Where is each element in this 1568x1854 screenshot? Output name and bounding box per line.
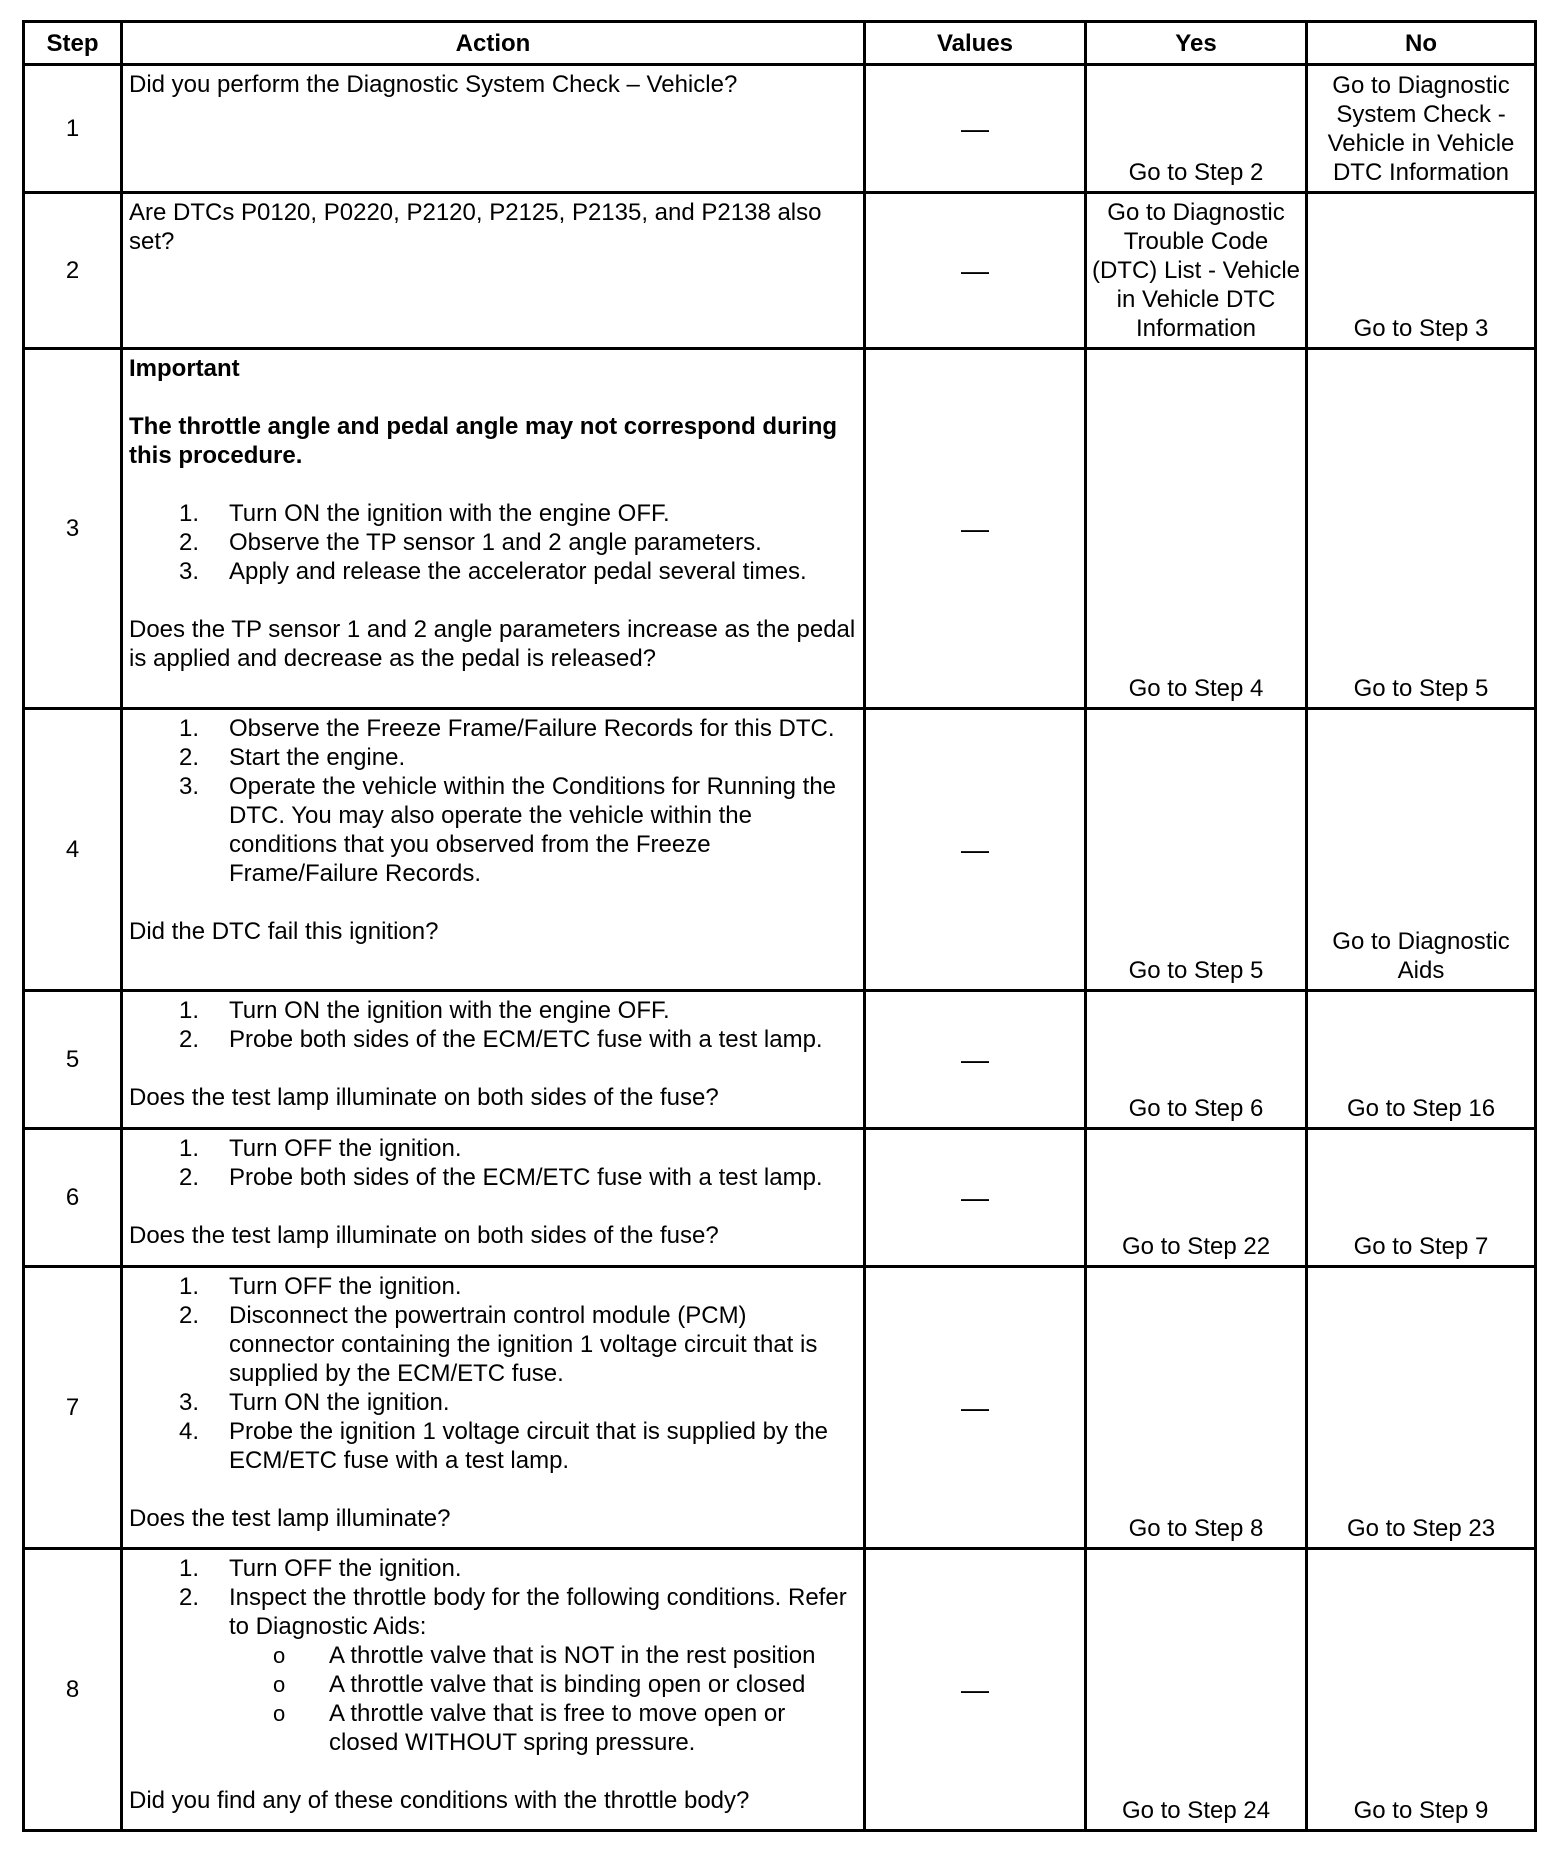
action-cell bbox=[122, 709, 865, 991]
table-header bbox=[24, 22, 1536, 65]
action-step-item: 2. Probe both sides of the ECM/ETC fuse with a test lamp. bbox=[179, 1026, 823, 1053]
action-question: Did the DTC fail this ignition? bbox=[129, 918, 439, 945]
action-steps bbox=[129, 1554, 857, 1757]
table-row bbox=[24, 709, 1536, 991]
values-cell: — bbox=[865, 709, 1086, 991]
circle-bullet-icon: o bbox=[273, 1701, 286, 1726]
action-question: Does the TP sensor 1 and 2 angle parameters increase as the pedal is applied and decrease as the pedal is released? bbox=[129, 616, 856, 672]
yes-cell: Go to Step 8 bbox=[1086, 1267, 1307, 1549]
action-question: Did you perform the Diagnostic System Check – Vehicle? bbox=[129, 71, 738, 98]
action-question: Does the test lamp illuminate on both sides of the fuse? bbox=[129, 1222, 719, 1249]
table-row bbox=[24, 1267, 1536, 1549]
action-step-item: 2. Observe the TP sensor 1 and 2 angle parameters. bbox=[179, 529, 762, 556]
action-step-item: 1. Turn OFF the ignition. bbox=[179, 1555, 462, 1582]
action-question: Does the test lamp illuminate? bbox=[129, 1505, 451, 1532]
action-question: Did you find any of these conditions with the throttle body? bbox=[129, 1787, 750, 1814]
table-body bbox=[24, 65, 1536, 1831]
step-number: 8 bbox=[24, 1549, 122, 1831]
no-cell: Go to Step 23 bbox=[1307, 1267, 1536, 1549]
header-action: Action bbox=[122, 22, 865, 65]
yes-cell: Go to Step 5 bbox=[1086, 709, 1307, 991]
values-cell: — bbox=[865, 991, 1086, 1129]
action-step-item: 1. Turn ON the ignition with the engine OFF. bbox=[179, 500, 670, 527]
no-cell: Go to Step 5 bbox=[1307, 349, 1536, 709]
table-row bbox=[24, 1129, 1536, 1267]
header-yes: Yes bbox=[1086, 22, 1307, 65]
step-number: 3 bbox=[24, 349, 122, 709]
yes-cell: Go to Step 2 bbox=[1086, 65, 1307, 193]
action-steps bbox=[129, 996, 857, 1054]
action-step-item: 3. Turn ON the ignition. bbox=[179, 1389, 450, 1416]
yes-cell: Go to Diagnostic Trouble Code (DTC) List - Vehicle in Vehicle DTC Information bbox=[1086, 193, 1307, 349]
important-text: The throttle angle and pedal angle may not correspond during this procedure. bbox=[129, 413, 838, 469]
no-cell: Go to Step 9 bbox=[1307, 1549, 1536, 1831]
no-cell: Go to Step 16 bbox=[1307, 991, 1536, 1129]
condition-item: o A throttle valve that is free to move open or closed WITHOUT spring pressure. bbox=[273, 1700, 786, 1756]
values-cell: — bbox=[865, 1549, 1086, 1831]
action-steps bbox=[129, 499, 857, 586]
no-cell: Go to Step 7 bbox=[1307, 1129, 1536, 1267]
action-cell bbox=[122, 991, 865, 1129]
action-cell bbox=[122, 1549, 865, 1831]
condition-list bbox=[129, 1641, 857, 1757]
table-row bbox=[24, 349, 1536, 709]
table-row bbox=[24, 991, 1536, 1129]
step-number: 2 bbox=[24, 193, 122, 349]
header-step: Step bbox=[24, 22, 122, 65]
values-cell: — bbox=[865, 1267, 1086, 1549]
action-cell bbox=[122, 1129, 865, 1267]
action-step-item: 3. Apply and release the accelerator pedal several times. bbox=[179, 558, 807, 585]
action-step-item: 2. Disconnect the powertrain control module (PCM) connector containing the ignition 1 voltage circuit that is supplied by the ECM/ETC fuse. bbox=[179, 1302, 818, 1387]
header-no: No bbox=[1307, 22, 1536, 65]
table-row bbox=[24, 1549, 1536, 1831]
table-row bbox=[24, 193, 1536, 349]
no-cell: Go to Diagnostic System Check - Vehicle in Vehicle DTC Information bbox=[1307, 65, 1536, 193]
header-row bbox=[24, 22, 1536, 65]
yes-cell: Go to Step 24 bbox=[1086, 1549, 1307, 1831]
yes-cell: Go to Step 6 bbox=[1086, 991, 1307, 1129]
action-step-item: 1. Turn ON the ignition with the engine OFF. bbox=[179, 997, 670, 1024]
no-cell: Go to Step 3 bbox=[1307, 193, 1536, 349]
condition-item: o A throttle valve that is NOT in the rest position bbox=[273, 1642, 816, 1669]
action-step-item: 2. Inspect the throttle body for the following conditions. Refer to Diagnostic Aids: o A throttle valve that is NOT in the rest position o A throttle valve that is binding open or closed o A throttle valve that is free to move open or closed WITHOUT spring pressure. bbox=[129, 1583, 857, 1757]
action-steps bbox=[129, 714, 857, 888]
no-cell: Go to Diagnostic Aids bbox=[1307, 709, 1536, 991]
action-step-item: 1. Turn OFF the ignition. bbox=[179, 1273, 462, 1300]
values-cell: — bbox=[865, 349, 1086, 709]
action-steps bbox=[129, 1134, 857, 1192]
header-values: Values bbox=[865, 22, 1086, 65]
important-label: Important bbox=[129, 355, 240, 382]
table-row bbox=[24, 65, 1536, 193]
diagnostic-table bbox=[22, 20, 1537, 1832]
action-step-item: 1. Observe the Freeze Frame/Failure Records for this DTC. bbox=[179, 715, 835, 742]
circle-bullet-icon: o bbox=[273, 1643, 286, 1668]
step-number: 4 bbox=[24, 709, 122, 991]
action-cell bbox=[122, 1267, 865, 1549]
values-cell: — bbox=[865, 1129, 1086, 1267]
action-step-item: 2. Probe both sides of the ECM/ETC fuse with a test lamp. bbox=[179, 1164, 823, 1191]
step-number: 6 bbox=[24, 1129, 122, 1267]
yes-cell: Go to Step 22 bbox=[1086, 1129, 1307, 1267]
action-step-item: 3. Operate the vehicle within the Conditions for Running the DTC. You may also operate the vehicle within the conditions that you observed from the Freeze Frame/Failure Records. bbox=[179, 773, 837, 887]
action-cell bbox=[122, 349, 865, 709]
action-step-item: 2. Start the engine. bbox=[179, 744, 406, 771]
step-number: 1 bbox=[24, 65, 122, 193]
action-question: Are DTCs P0120, P0220, P2120, P2125, P2135, and P2138 also set? bbox=[129, 199, 822, 255]
action-steps bbox=[129, 1272, 857, 1475]
condition-item: o A throttle valve that is binding open or closed bbox=[273, 1671, 806, 1698]
action-cell bbox=[122, 65, 865, 193]
values-cell: — bbox=[865, 193, 1086, 349]
step-number: 5 bbox=[24, 991, 122, 1129]
action-question: Does the test lamp illuminate on both sides of the fuse? bbox=[129, 1084, 719, 1111]
action-step-item: 4. Probe the ignition 1 voltage circuit that is supplied by the ECM/ETC fuse with a test lamp. bbox=[179, 1418, 829, 1474]
circle-bullet-icon: o bbox=[273, 1672, 286, 1697]
step-number: 7 bbox=[24, 1267, 122, 1549]
action-step-item: 1. Turn OFF the ignition. bbox=[179, 1135, 462, 1162]
yes-cell: Go to Step 4 bbox=[1086, 349, 1307, 709]
action-cell bbox=[122, 193, 865, 349]
values-cell: — bbox=[865, 65, 1086, 193]
